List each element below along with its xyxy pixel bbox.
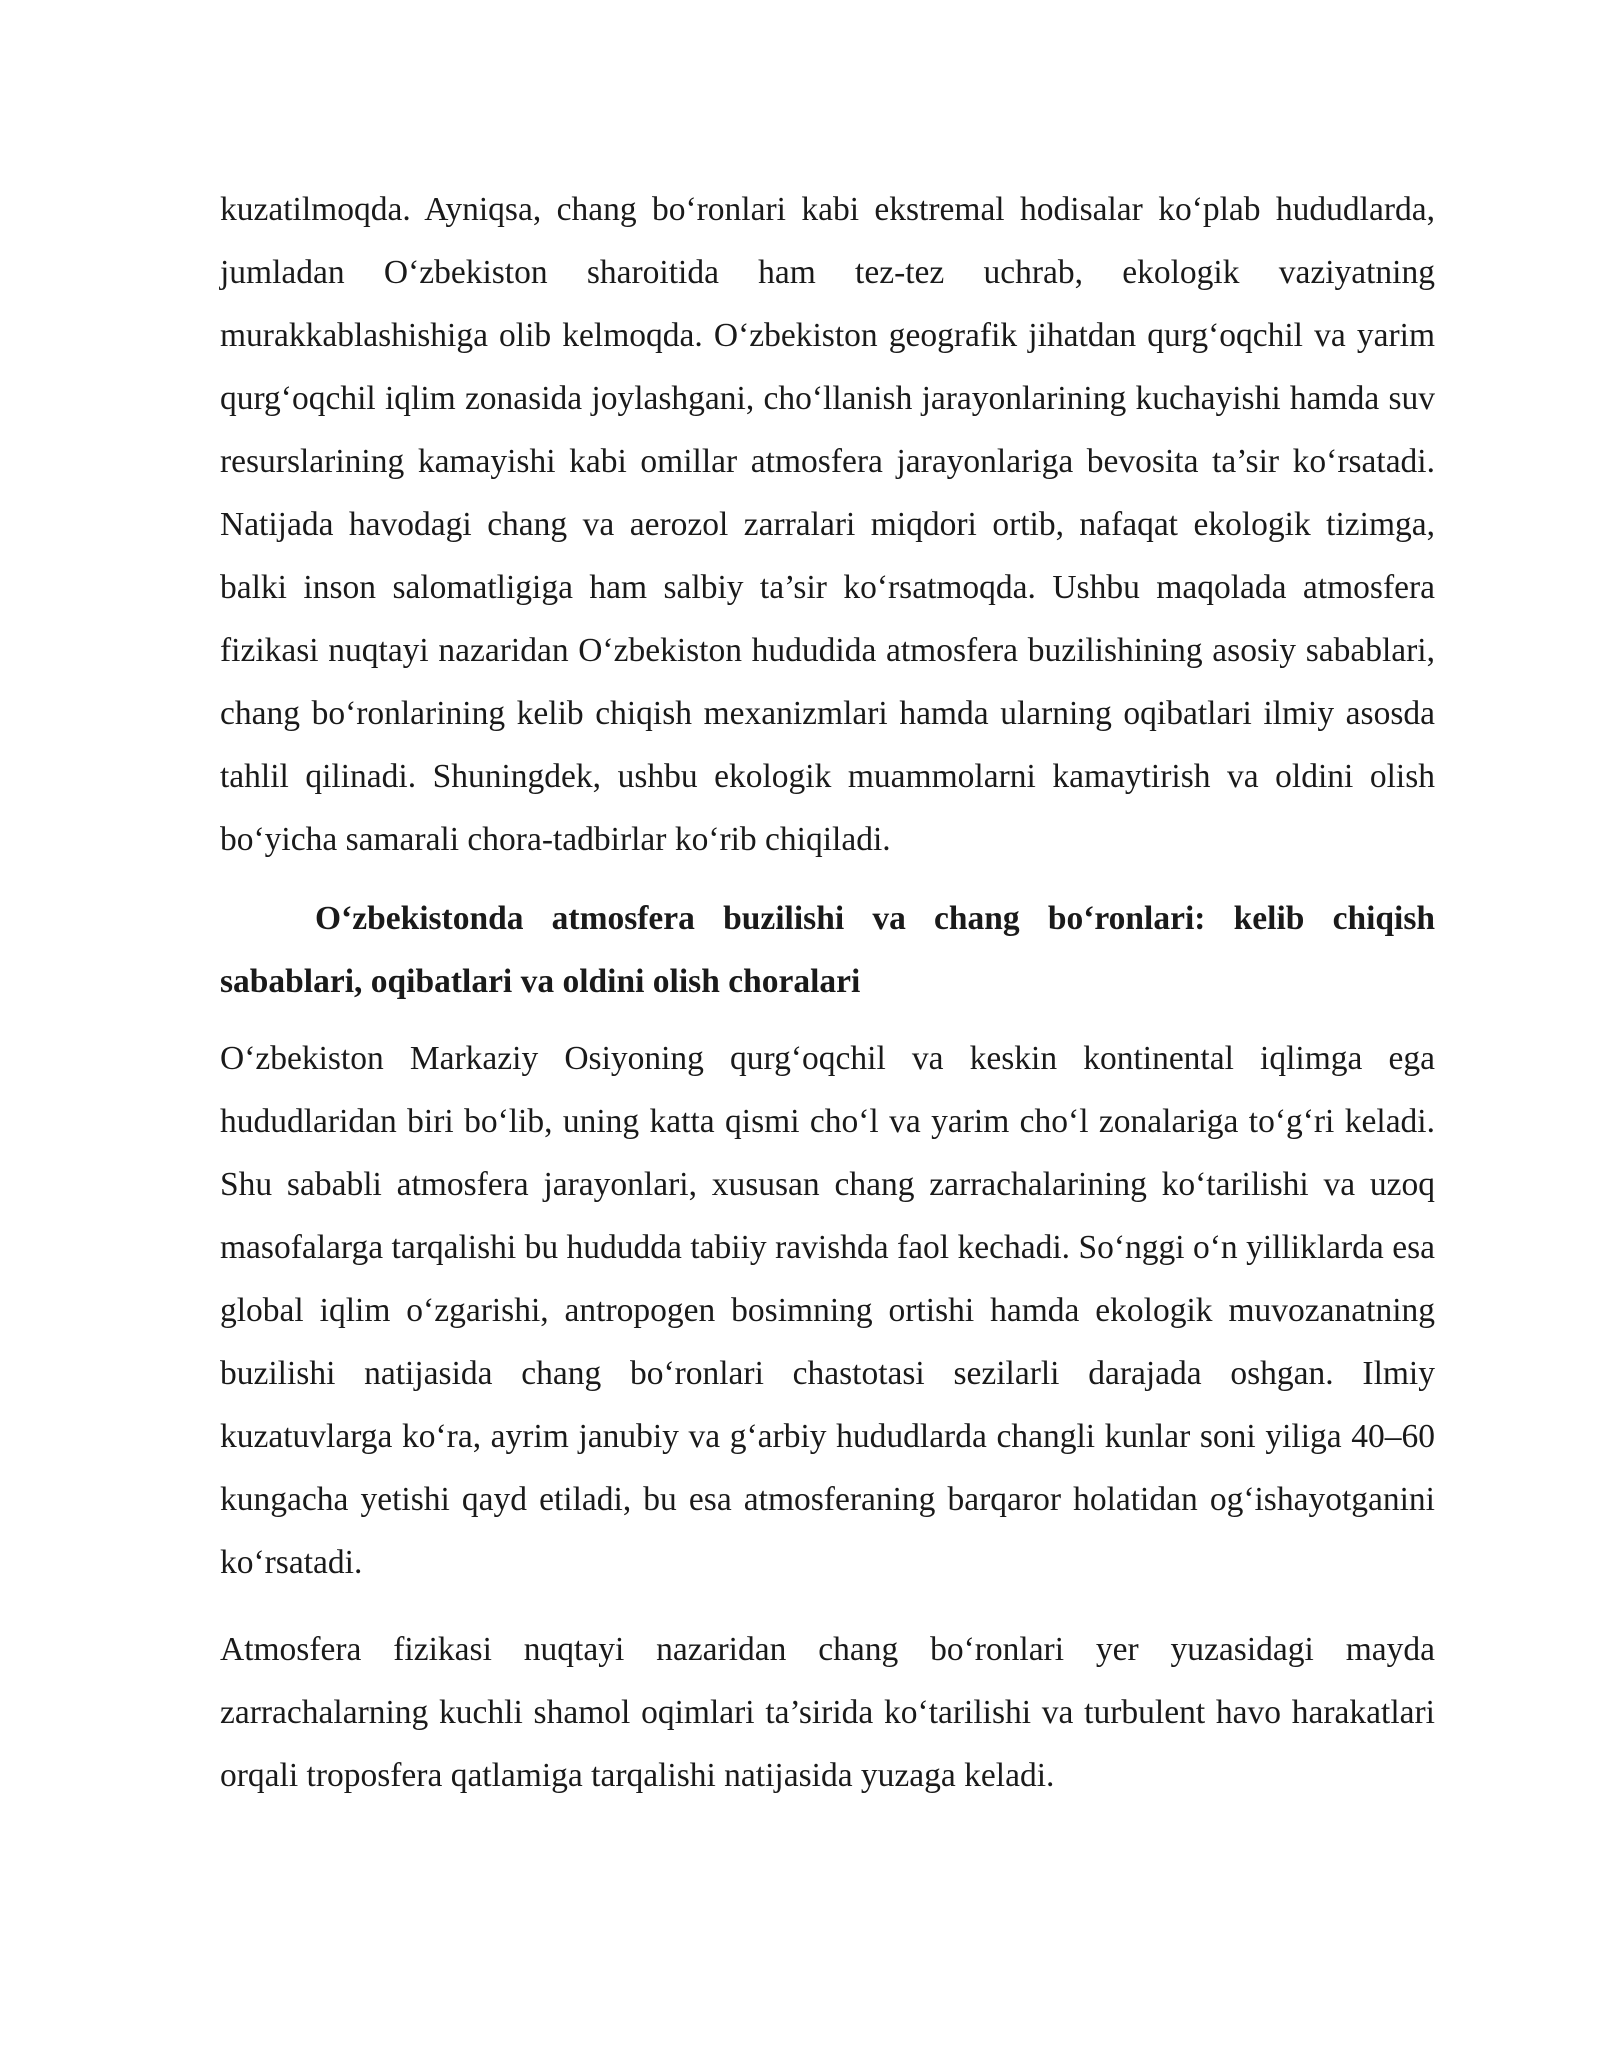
paragraph-intro: kuzatilmoqda. Ayniqsa, chang bo‘ronlari kabi ekstremal hodisalar ko‘plab hududlarda, jumladan O‘zbekiston sharoitida ham tez-tez uchrab, ekologik vaziyatning murakkablashishiga olib kelmoqda. O‘zbekiston geografik jihatdan qurg‘oqchil va yarim qurg‘oqchil iqlim zonasida joylashgani, cho‘llanish jarayonlarining kuchayishi hamda suv resurslarining kamayishi kabi omillar atmosfera jarayonlariga bevosita ta’sir ko‘rsatadi. Natijada havodagi chang va aerozol zarralari miqdori ortib, nafaqat ekologik tizimga, balki inson salomatligiga ham salbiy ta’sir ko‘rsatmoqda. Ushbu maqolada atmosfera fizikasi nuqtayi nazaridan O‘zbekiston hududida atmosfera buzilishining asosiy sabablari, chang bo‘ronlarining kelib chiqish mexanizmlari hamda ularning oqibatlari ilmiy asosda tahlil qilinadi. Shuningdek, ushbu ekologik muammolarni kamaytirish va oldini olish bo‘yicha samarali chora-tadbirlar ko‘rib chiqiladi. [220,191,1435,858]
paragraph-climate: O‘zbekiston Markaziy Osiyoning qurg‘oqchil va keskin kontinental iqlimga ega hududlaridan biri bo‘lib, uning katta qismi cho‘l va yarim cho‘l zonalariga to‘g‘ri keladi. Shu sababli atmosfera jarayonlari, xususan chang zarrachalarining ko‘tarilishi va uzoq masofalarga tarqalishi bu hududda tabiiy ravishda faol kechadi. So‘nggi o‘n yilliklarda esa global iqlim o‘zgarishi, antropogen bosimning ortishi hamda ekologik muvozanatning buzilishi natijasida chang bo‘ronlari chastotasi sezilarli darajada oshgan. Ilmiy kuzatuvlarga ko‘ra, ayrim janubiy va g‘arbiy hududlarda changli kunlar soni yiliga 40–60 kungacha yetishi qayd etiladi, bu esa atmosferaning barqaror holatidan og‘ishayotganini ko‘rsatadi. [220,1040,1435,1581]
paragraph-physics: Atmosfera fizikasi nuqtayi nazaridan chang bo‘ronlari yer yuzasidagi mayda zarrachalarning kuchli shamol oqimlari ta’sirida ko‘tarilishi va turbulent havo harakatlari orqali troposfera qatlamiga tarqalishi natijasida yuzaga keladi. [220,1631,1435,1794]
section-heading: O‘zbekistonda atmosfera buzilishi va chang bo‘ronlari: kelib chiqish sabablari, oqibatlari va oldini olish choralari [220,900,1435,1000]
document-body [220,178,1435,1807]
